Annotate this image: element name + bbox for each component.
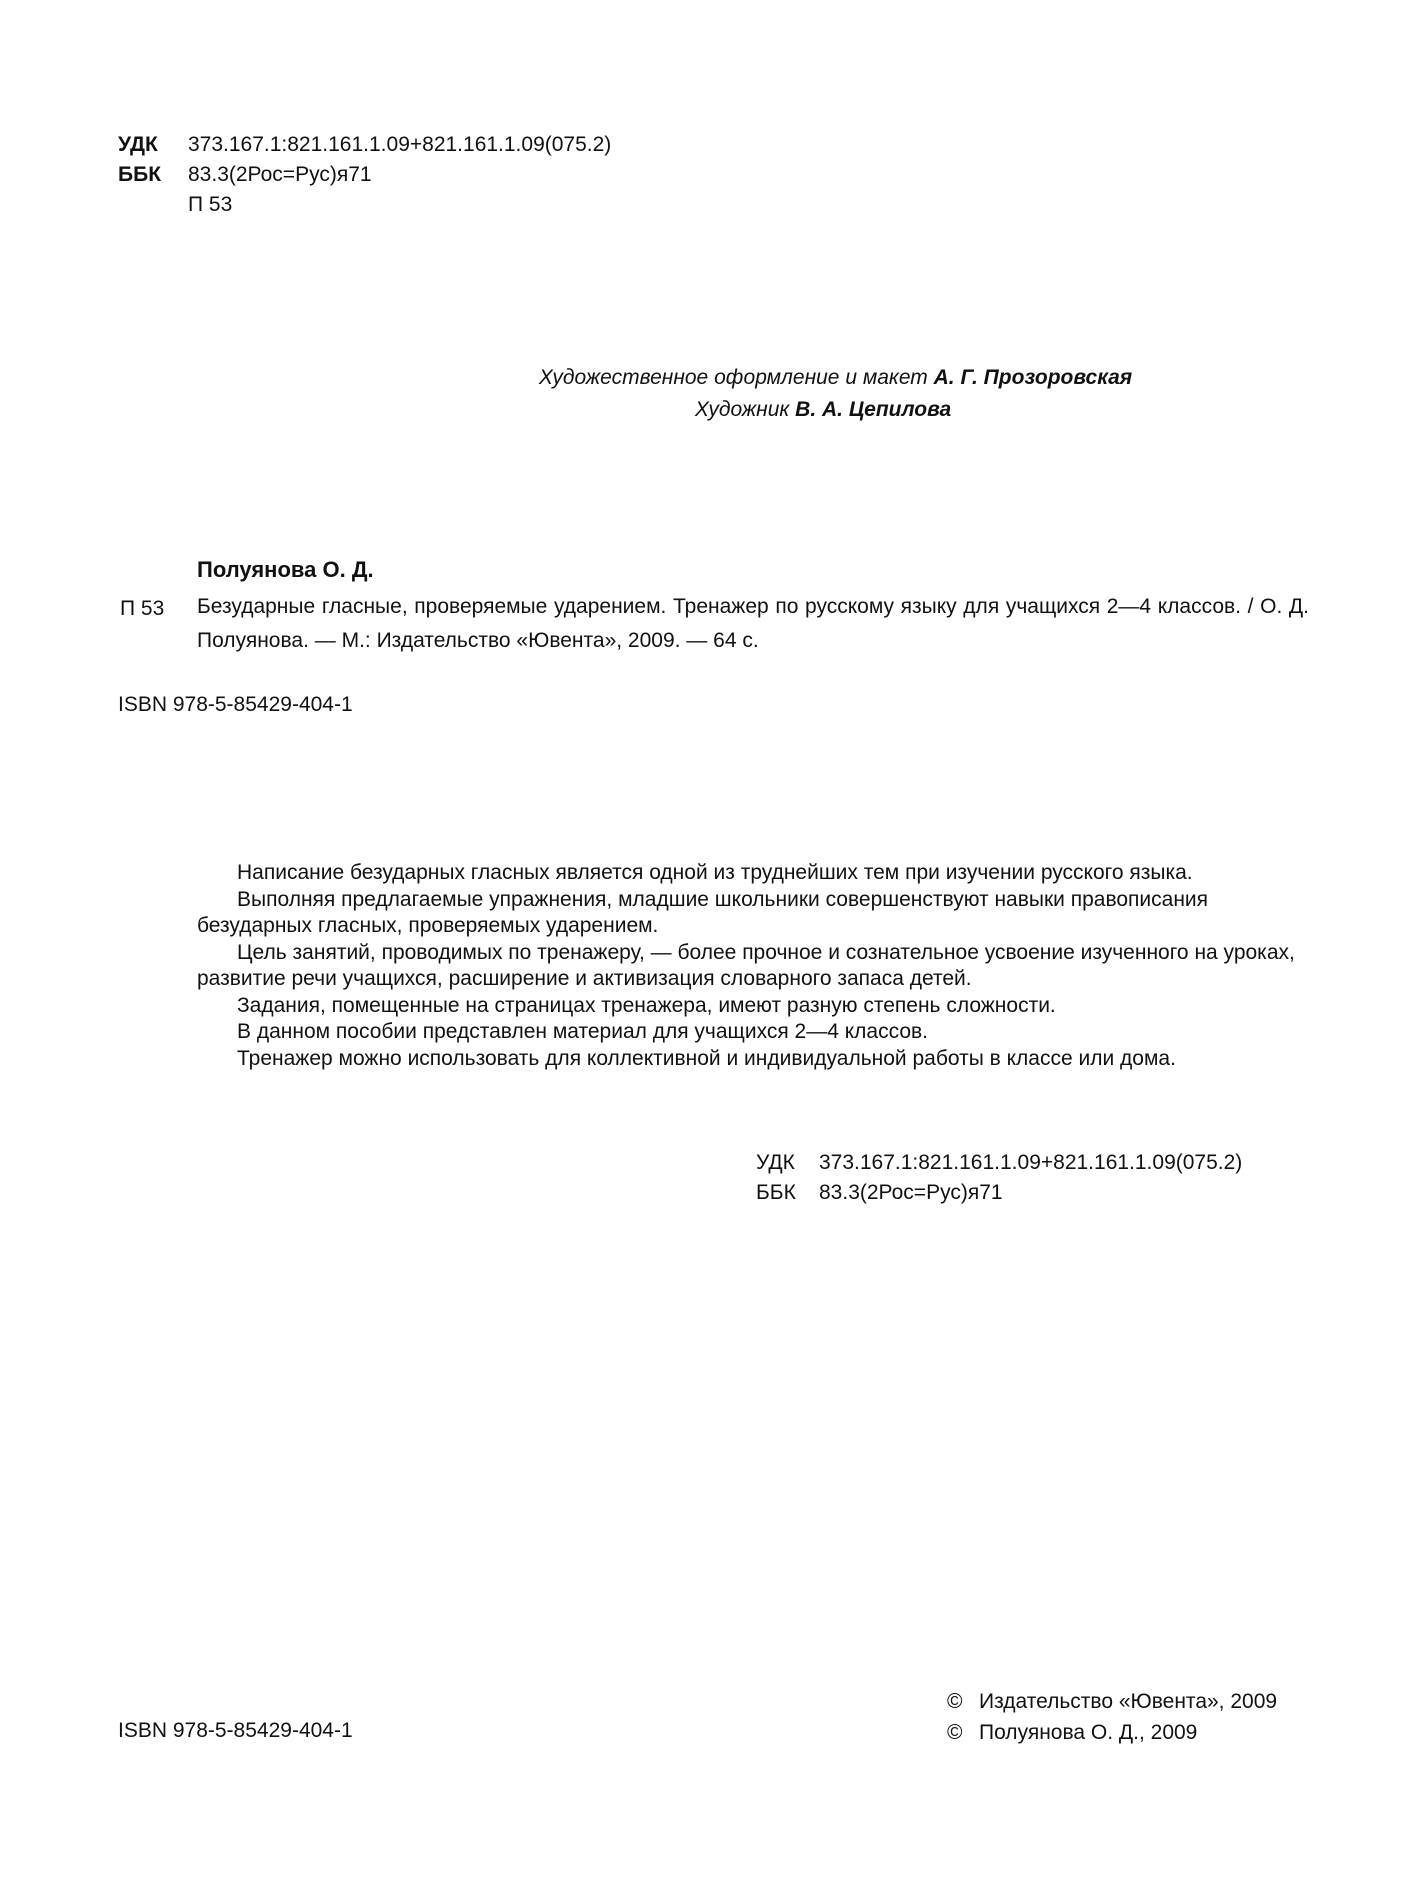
bbk-row: [118, 160, 611, 190]
udk-value: 373.167.1:821.161.1.09+821.161.1.09(075.2): [188, 133, 612, 156]
copyright-block: [947, 1686, 1277, 1748]
bbk-row-bottom: [756, 1178, 1242, 1208]
design-label: Художественное оформление и макет: [538, 366, 928, 389]
bbk-value-bottom: 83.3(2Рос=Рус)я71: [819, 1181, 1003, 1204]
annotation-paragraph: Задания, помещенные на страницах тренажера, имеют разную степень сложности.: [237, 993, 1056, 1017]
udk-label: УДК: [118, 133, 158, 156]
bbk-label: ББК: [118, 163, 162, 186]
udk-row-bottom: [756, 1148, 1242, 1178]
design-credit: [0, 362, 1426, 394]
record-isbn: ISBN 978-5-85429-404-1: [118, 693, 353, 716]
footer-isbn: ISBN 978-5-85429-404-1: [118, 1719, 353, 1742]
artist-label: Художник: [694, 398, 790, 421]
artist-credit: [0, 394, 1426, 426]
record-author: Полуянова О. Д.: [197, 557, 374, 582]
copyright-icon: ©: [947, 1690, 963, 1713]
annotation-paragraph: Написание безударных гласных является одной из труднейших тем при изучении русского языка.: [237, 861, 1193, 884]
udk-label-bottom: УДК: [756, 1151, 795, 1174]
artist-name: В. А. Цепилова: [795, 398, 952, 421]
bottom-classification-block: [756, 1148, 1242, 1208]
udk-row: [118, 130, 611, 160]
credits-block: [0, 362, 1426, 426]
author-sign: П 53: [188, 193, 233, 216]
design-name: А. Г. Прозоровская: [933, 366, 1133, 389]
annotation: [197, 860, 1311, 1072]
top-classification-block: [118, 130, 611, 220]
annotation-paragraph: Выполняя предлагаемые упражнения, младшие школьники совершенствуют навыки правописания безударных гласных, проверяемых ударением.: [197, 887, 1209, 937]
copyright-icon: ©: [947, 1721, 963, 1744]
bbk-label-bottom: ББК: [756, 1181, 796, 1204]
annotation-paragraph: В данном пособии представлен материал для учащихся 2—4 классов.: [237, 1020, 928, 1043]
copyright-line-publisher: [947, 1686, 1277, 1717]
copyright-publisher: Издательство «Ювента», 2009: [979, 1690, 1278, 1713]
annotation-paragraph: Тренажер можно использовать для коллективной и индивидуальной работы в классе или дома.: [237, 1046, 1176, 1070]
copyright-author: Полуянова О. Д., 2009: [979, 1721, 1198, 1744]
record-description: Безударные гласные, проверяемые ударением. Тренажер по русскому языку для учащихся 2—4 классов. / О. Д. Полуянова. — М.: Издательство «Ювента», 2009. — 64 с.: [197, 595, 1309, 652]
annotation-paragraph: Цель занятий, проводимых по тренажеру, — более прочное и сознательное усвоение изученного на уроках, развитие речи учащихся, расширение и активизация словарного запаса детей.: [197, 940, 1295, 990]
udk-value-bottom: 373.167.1:821.161.1.09+821.161.1.09(075.2): [819, 1151, 1243, 1174]
copyright-line-author: [947, 1717, 1277, 1748]
record-code: П 53: [120, 597, 165, 620]
bbk-value: 83.3(2Рос=Рус)я71: [188, 163, 372, 186]
